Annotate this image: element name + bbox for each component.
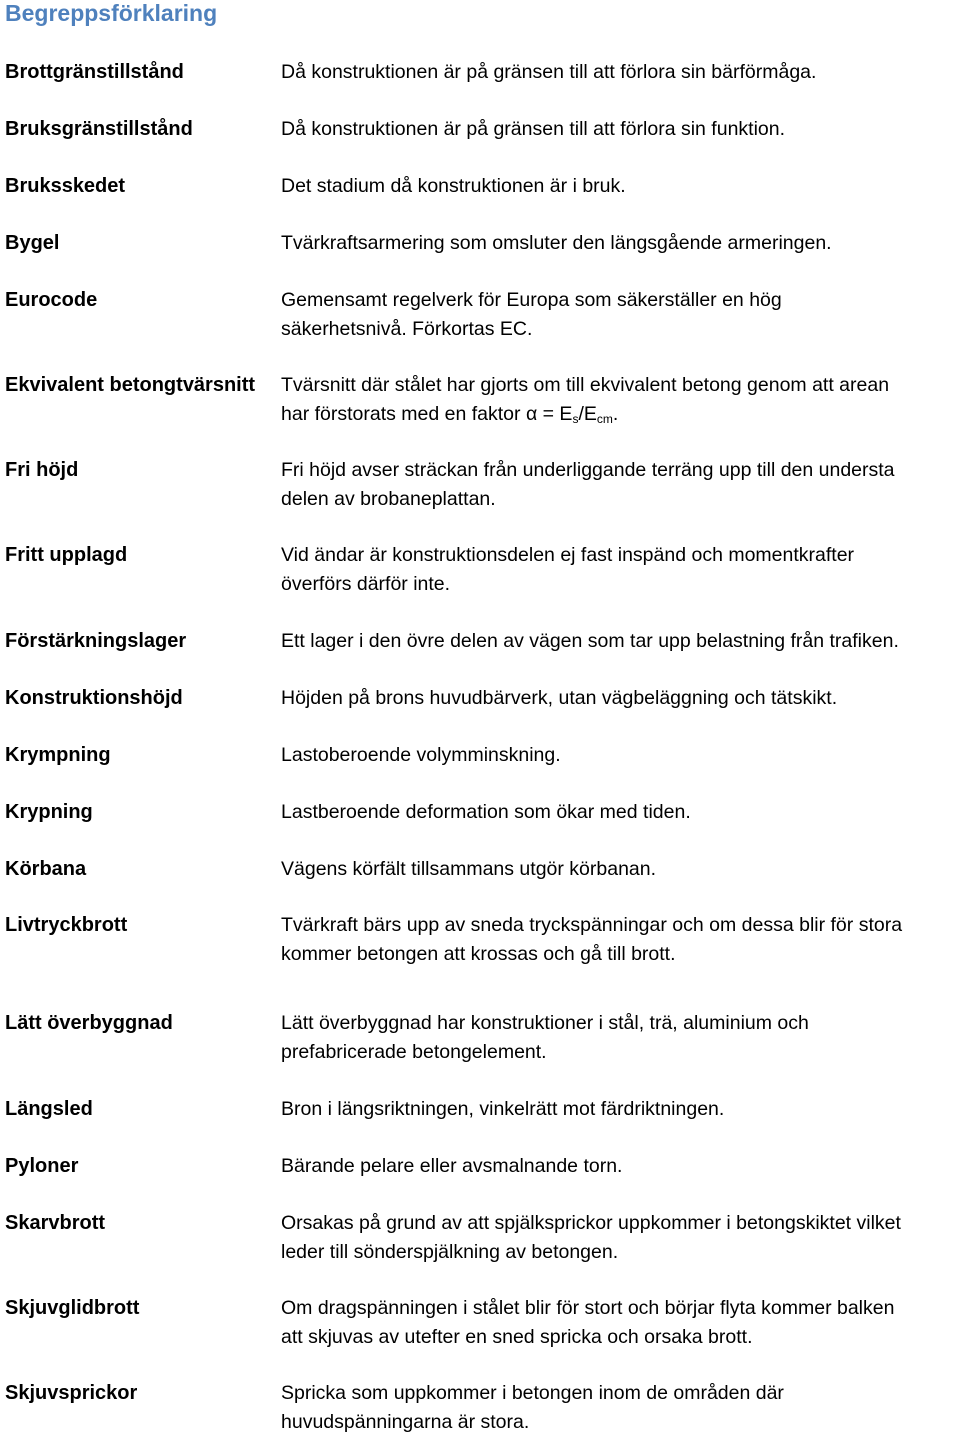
glossary-term: Skjuvsprickor bbox=[5, 1382, 138, 1404]
glossary-definition bbox=[281, 1294, 960, 1351]
definition-line: att skjuvas av utefter en sned spricka och orsaka brott. bbox=[281, 1325, 753, 1348]
definition-line: Då konstruktionen är på gränsen till att förlora sin funktion. bbox=[281, 118, 786, 140]
definition-line: Bron i längsriktningen, vinkelrätt mot färdriktningen. bbox=[281, 1098, 725, 1120]
definition-line: Spricka som uppkommer i betongen inom de områden där bbox=[281, 1382, 784, 1404]
definition-line: Tvärsnitt där stålet har gjorts om till ekvivalent betong genom att arean bbox=[281, 374, 890, 396]
glossary-term: Konstruktionshöjd bbox=[5, 687, 183, 709]
definition-line: Orsakas på grund av att spjälksprickor uppkommer i betongskiktet vilket bbox=[281, 1212, 901, 1234]
glossary-term: Längsled bbox=[5, 1098, 93, 1120]
definition-line: Vägens körfält tillsammans utgör körbanan. bbox=[281, 858, 657, 880]
glossary-term: Fri höjd bbox=[5, 459, 79, 481]
glossary-definition bbox=[281, 1209, 960, 1266]
definition-line: Då konstruktionen är på gränsen till att förlora sin bärförmåga. bbox=[281, 61, 817, 83]
definition-line: överförs därför inte. bbox=[281, 572, 451, 595]
glossary-definition bbox=[281, 1095, 960, 1124]
glossary-term: Förstärkningslager bbox=[5, 630, 187, 652]
definition-line: Bärande pelare eller avsmalnande torn. bbox=[281, 1155, 623, 1177]
glossary-term: Ekvivalent betongtvärsnitt bbox=[5, 374, 256, 396]
glossary-term: Skarvbrott bbox=[5, 1212, 106, 1234]
glossary-definition bbox=[281, 1379, 960, 1436]
definition-line: Lastoberoende volymminskning. bbox=[281, 744, 561, 766]
definition-line: Lätt överbyggnad har konstruktioner i stål, trä, aluminium och bbox=[281, 1012, 809, 1034]
glossary-definition bbox=[281, 798, 960, 827]
glossary-term: Brottgränstillstånd bbox=[5, 61, 184, 83]
definition-line-formula bbox=[281, 400, 960, 429]
formula-mid: /E bbox=[578, 402, 597, 425]
definition-line: Lastberoende deformation som ökar med tiden. bbox=[281, 801, 691, 823]
glossary-definition bbox=[281, 627, 960, 656]
glossary-definition bbox=[281, 911, 960, 968]
definition-line: Höjden på brons huvudbärverk, utan vägbeläggning och tätskikt. bbox=[281, 687, 838, 709]
glossary-definition bbox=[281, 172, 960, 201]
glossary-definition bbox=[281, 684, 960, 713]
glossary-term: Bygel bbox=[5, 232, 60, 254]
glossary-term: Bruksgränstillstånd bbox=[5, 118, 193, 140]
definition-line: delen av brobaneplattan. bbox=[281, 487, 496, 510]
glossary-term: Krypning bbox=[5, 801, 93, 823]
formula-subscript-s: s bbox=[572, 411, 579, 426]
definition-line: säkerhetsnivå. Förkortas EC. bbox=[281, 317, 533, 340]
glossary-term: Krympning bbox=[5, 744, 111, 766]
glossary-definition bbox=[281, 286, 960, 343]
definition-line: kommer betongen att krossas och gå till brott. bbox=[281, 942, 676, 965]
definition-line: Vid ändar är konstruktionsdelen ej fast inspänd och momentkrafter bbox=[281, 544, 855, 566]
definition-line: Ett lager i den övre delen av vägen som tar upp belastning från trafiken. bbox=[281, 630, 899, 652]
definition-line: Fri höjd avser sträckan från underliggande terräng upp till den understa bbox=[281, 459, 895, 481]
glossary-term: Eurocode bbox=[5, 289, 98, 311]
glossary-definition bbox=[281, 58, 960, 87]
definition-line: Tvärkraft bärs upp av sneda tryckspänningar och om dessa blir för stora bbox=[281, 914, 903, 936]
page-title: Begreppsförklaring bbox=[5, 0, 218, 26]
glossary-term: Lätt överbyggnad bbox=[5, 1012, 173, 1034]
glossary-term: Skjuvglidbrott bbox=[5, 1297, 140, 1319]
definition-line: Om dragspänningen i stålet blir för stort och börjar flyta kommer balken bbox=[281, 1297, 895, 1319]
glossary-term: Livtryckbrott bbox=[5, 914, 128, 936]
glossary-definition bbox=[281, 741, 960, 770]
formula-subscript-cm: cm bbox=[596, 411, 613, 426]
glossary-definition bbox=[281, 541, 960, 598]
definition-line: prefabricerade betongelement. bbox=[281, 1040, 547, 1063]
glossary-definition bbox=[281, 855, 960, 884]
glossary-definition bbox=[281, 371, 960, 428]
glossary-definition bbox=[281, 229, 960, 258]
definition-line: Tvärkraftsarmering som omsluter den längsgående armeringen. bbox=[281, 232, 832, 254]
glossary-definition bbox=[281, 456, 960, 513]
definition-line: huvudspänningarna är stora. bbox=[281, 1410, 530, 1433]
glossary-term: Körbana bbox=[5, 858, 87, 880]
glossary-term: Bruksskedet bbox=[5, 175, 126, 197]
glossary-term: Fritt upplagd bbox=[5, 544, 128, 566]
definition-line: leder till sönderspjälkning av betongen. bbox=[281, 1240, 619, 1263]
definition-line: Det stadium då konstruktionen är i bruk. bbox=[281, 175, 626, 197]
glossary-term: Pyloner bbox=[5, 1155, 79, 1177]
formula-prefix: har förstorats med en faktor α = E bbox=[281, 402, 573, 425]
glossary-definition bbox=[281, 1009, 960, 1066]
definition-line: Gemensamt regelverk för Europa som säkerställer en hög bbox=[281, 289, 782, 311]
formula-suffix: . bbox=[612, 402, 619, 425]
glossary-definition bbox=[281, 1152, 960, 1181]
glossary-definition bbox=[281, 115, 960, 144]
